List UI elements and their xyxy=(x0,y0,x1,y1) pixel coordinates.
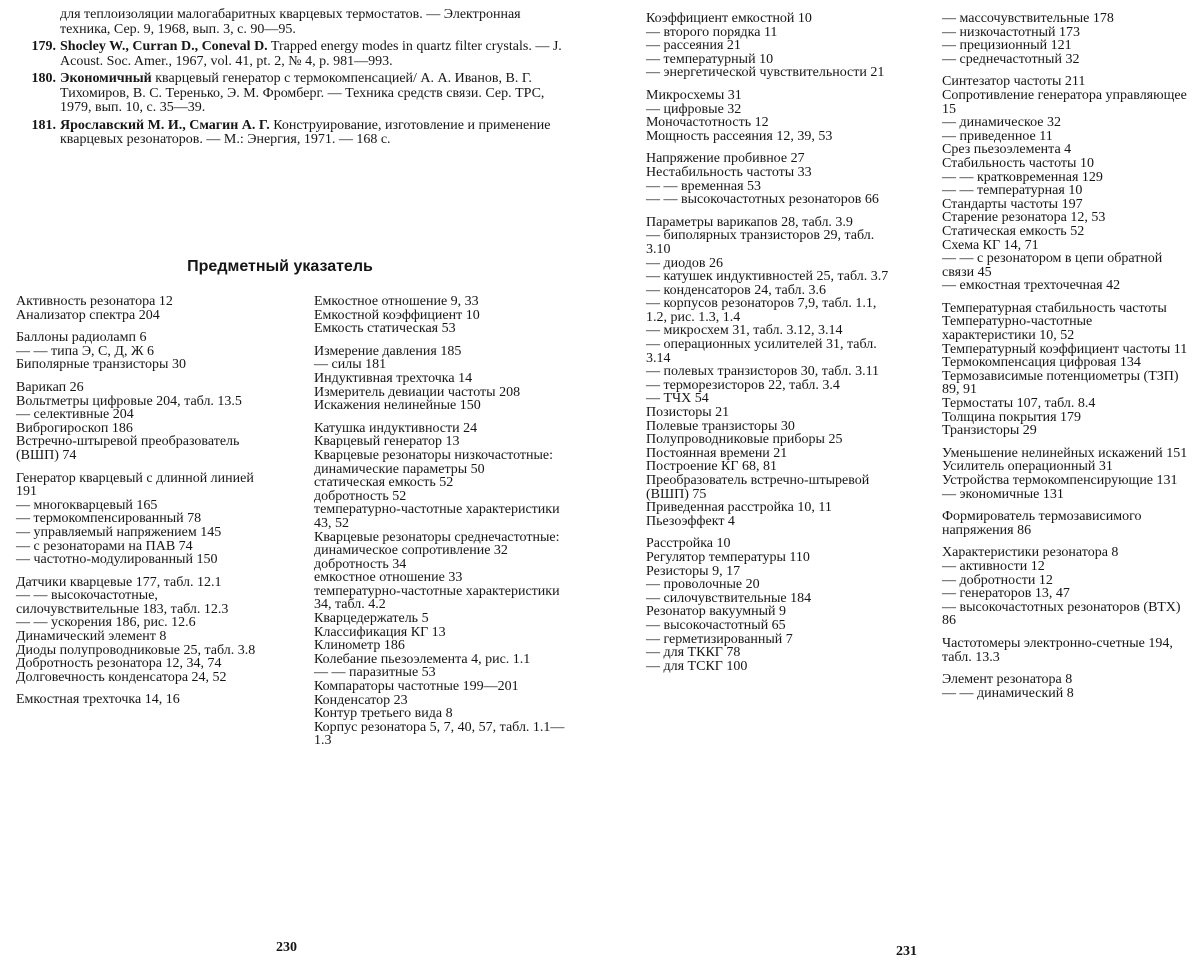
index-entry: Стандарты частоты 197 xyxy=(942,196,1083,212)
index-entry: Термостаты 107, табл. 8.4 xyxy=(942,396,1096,412)
index-entry: Транзисторы 29 xyxy=(942,423,1037,439)
index-entry: статическая емкость 52 xyxy=(314,475,454,491)
index-entry: Компараторы частотные 199—201 xyxy=(314,679,519,695)
index-entry: Элемент резонатора 8 xyxy=(942,672,1073,688)
index-entry: Напряжение пробивное 27 xyxy=(646,151,805,167)
index-entry: Встречно-штыревой преобразователь (ВШП) 74 xyxy=(16,434,240,463)
index-entry: Параметры варикапов 28, табл. 3.9 xyxy=(646,214,853,230)
reference-list xyxy=(14,8,574,151)
index-entry: — для ТККГ 78 xyxy=(646,645,741,661)
index-entry: Контур третьего вида 8 xyxy=(314,706,453,722)
index-entry: — второго порядка 11 xyxy=(646,24,778,40)
index-entry: Полевые транзисторы 30 xyxy=(646,418,795,434)
right-page xyxy=(600,0,1200,964)
index-entry: — биполярных транзисторов 29, табл. 3.10 xyxy=(646,228,875,257)
index-entry: Микросхемы 31 xyxy=(646,87,742,103)
index-entry: — активности 12 xyxy=(942,558,1045,574)
index-entry: Регулятор температуры 110 xyxy=(646,549,810,565)
index-entry: динамическое сопротивление 32 xyxy=(314,543,508,559)
page-number: 230 xyxy=(276,940,297,955)
index-entry: Долговечность конденсатора 24, 52 xyxy=(16,669,227,685)
reference-text: кварцевый генератор с термокомпенсацией/ А. А. Иванов, В. Г. Тихомиров, В. С. Теренько, Э. М. Фромберг. — Техника средств связи. Сер. ТРС, 1979, вып. 10, с. 35—39. xyxy=(60,71,545,115)
index-entry: Преобразователь встречно-штыревой (ВШП) 75 xyxy=(646,473,870,502)
index-entry: Срез пьезоэлемента 4 xyxy=(942,142,1072,158)
index-entry: — — ускорения 186, рис. 12.6 xyxy=(16,615,196,631)
reference-author: Ярославский М. И., Смагин А. Г. xyxy=(60,117,270,133)
index-entry: — микросхем 31, табл. 3.12, 3.14 xyxy=(646,323,843,339)
index-entry: Температурно-частотные характеристики 10, 52 xyxy=(942,314,1093,344)
index-entry: — рассеяния 21 xyxy=(646,38,741,54)
index-entry: — проволочные 20 xyxy=(646,577,760,593)
index-entry: — с резонаторами на ПАВ 74 xyxy=(16,538,193,554)
index-entry: — корпусов резонаторов 7,9, табл. 1.1, 1.2, рис. 1.3, 1.4 xyxy=(646,296,877,325)
index-entry: Вольтметры цифровые 204, табл. 13.5 xyxy=(16,393,242,409)
index-entry: Полупроводниковые приборы 25 xyxy=(646,432,843,448)
index-entry: Формирователь термозависимого напряжения 86 xyxy=(942,509,1142,538)
index-entry: Виброгироскоп 186 xyxy=(16,420,133,436)
index-entry: — конденсаторов 24, табл. 3.6 xyxy=(646,282,826,298)
index-entry: Измерение давления 185 xyxy=(314,343,462,359)
index-entry: — экономичные 131 xyxy=(942,486,1064,502)
index-entry: — термокомпенсированный 78 xyxy=(16,511,202,527)
index-entry: Колебание пьезоэлемента 4, рис. 1.1 xyxy=(314,651,531,667)
reference-item xyxy=(14,72,574,116)
index-entry: Старение резонатора 12, 53 xyxy=(942,210,1106,226)
index-entry: Стабильность частоты 10 xyxy=(942,155,1094,171)
index-entry: Термозависимые потенциометры (ТЗП) 89, 91 xyxy=(942,368,1179,398)
index-entry: — цифровые 32 xyxy=(646,101,742,117)
index-column-4 xyxy=(942,12,1188,700)
index-entry: динамические параметры 50 xyxy=(314,461,485,477)
index-entry: Кварцевые резонаторы среднечастотные: xyxy=(314,529,560,545)
index-entry: Генератор кварцевый с длинной линией 191 xyxy=(16,470,254,500)
index-entry: Усилитель операционный 31 xyxy=(942,459,1113,475)
index-column-1 xyxy=(16,295,278,707)
index-entry: Пьезоэффект 4 xyxy=(646,513,735,529)
index-entry: Температурный коэффициент частоты 11 xyxy=(942,341,1188,357)
reference-text: Конструирование, изготовление и применение кварцевых резонаторов. — М.: Энергия, 1971. — 168 с. xyxy=(60,117,551,147)
index-entry: Схема КГ 14, 71 xyxy=(942,237,1039,253)
index-entry: — управляемый напряжением 145 xyxy=(16,524,222,540)
index-entry: Конденсатор 23 xyxy=(314,692,408,708)
index-entry: Индуктивная трехточка 14 xyxy=(314,370,473,386)
index-entry: — — временная 53 xyxy=(646,178,762,194)
index-entry: — — высокочастотные, силочувствительные 183, табл. 12.3 xyxy=(16,588,229,617)
reference-number: 179. xyxy=(31,39,56,54)
index-entry: Сопротивление генератора управляющее 15 xyxy=(942,87,1187,117)
index-entry: — энергетической чувствительности 21 xyxy=(646,65,885,81)
index-entry: Толщина покрытия 179 xyxy=(942,409,1082,425)
reference-item xyxy=(14,40,574,69)
reference-number: 180. xyxy=(31,71,56,86)
reference-text: Trapped energy modes in quartz filter crystals. — J. Acoust. Soc. Amer., 1967, vol. 41, pt. 2, № 4, p. 981—993. xyxy=(60,39,562,69)
index-entry: Варикап 26 xyxy=(16,379,84,395)
index-entry: Термокомпенсация цифровая 134 xyxy=(942,355,1141,371)
index-entry: Устройства термокомпенсирующие 131 xyxy=(942,473,1178,488)
index-entry: Температурная стабильность частоты xyxy=(942,300,1167,316)
index-entry: — динамическое 32 xyxy=(942,115,1061,131)
index-entry: — — высокочастотных резонаторов 66 xyxy=(646,192,879,208)
index-entry: — частотно-модулированный 150 xyxy=(16,552,218,568)
index-entry: емкостное отношение 33 xyxy=(314,570,463,586)
index-entry: — ТЧХ 54 xyxy=(646,391,709,407)
index-entry: — селективные 204 xyxy=(16,407,134,423)
index-entry: Построение КГ 68, 81 xyxy=(646,459,777,475)
index-entry: Добротность резонатора 12, 34, 74 xyxy=(16,656,222,672)
reference-item xyxy=(14,119,574,148)
reference-text: для теплоизоляции малогабаритных кварцевых термостатов. — Электронная техника, Сер. 9, 1968, вып. 3, с. 90—95. xyxy=(60,7,521,37)
index-entry: Анализатор спектра 204 xyxy=(16,307,160,323)
index-entry: — приведенное 11 xyxy=(942,128,1053,144)
index-entry: — терморезисторов 22, табл. 3.4 xyxy=(646,377,840,393)
index-entry: — прецизионный 121 xyxy=(942,38,1072,54)
index-entry: Датчики кварцевые 177, табл. 12.1 xyxy=(16,574,222,590)
page-number: 231 xyxy=(896,944,917,959)
index-entry: Статическая емкость 52 xyxy=(942,223,1085,239)
index-entry: Расстройка 10 xyxy=(646,536,731,552)
index-entry: Классификация КГ 13 xyxy=(314,624,446,640)
index-entry: Искажения нелинейные 150 xyxy=(314,398,481,414)
index-entry: Мощность рассеяния 12, 39, 53 xyxy=(646,128,833,144)
index-entry: добротность 34 xyxy=(314,556,407,572)
index-entry: Измеритель девиации частоты 208 xyxy=(314,384,521,400)
index-entry: — катушек индуктивностей 25, табл. 3.7 xyxy=(646,269,889,285)
index-entry: — высокочастотный 65 xyxy=(646,617,786,633)
index-entry: — — с резонатором в цепи обратной связи 45 xyxy=(942,251,1163,280)
index-entry: Емкость статическая 53 xyxy=(314,321,456,337)
index-title: Предметный указатель xyxy=(187,258,373,275)
index-entry: Динамический элемент 8 xyxy=(16,629,167,645)
index-entry: — силочувствительные 184 xyxy=(646,590,812,606)
index-entry: Уменьшение нелинейных искажений 151 xyxy=(942,445,1188,461)
index-entry: — температурный 10 xyxy=(646,51,774,67)
index-entry: — — типа Э, С, Д, Ж 6 xyxy=(16,343,154,359)
index-entry: — генераторов 13, 47 xyxy=(942,586,1070,602)
index-entry: — емкостная трехточечная 42 xyxy=(942,278,1121,294)
index-entry: температурно-частотные характеристики 34, табл. 4.2 xyxy=(314,583,560,613)
index-entry: Катушка индуктивности 24 xyxy=(314,420,478,436)
index-entry: Резисторы 9, 17 xyxy=(646,563,741,579)
index-entry: Кварцедержатель 5 xyxy=(314,611,429,627)
index-entry: Клинометр 186 xyxy=(314,638,405,654)
index-entry: Биполярные транзисторы 30 xyxy=(16,357,186,373)
reference-author: Shocley W., Curran D., Coneval D. xyxy=(60,39,268,54)
index-entry: Емкостной коэффициент 10 xyxy=(314,307,480,323)
index-entry: Резонатор вакуумный 9 xyxy=(646,604,787,620)
index-entry: Характеристики резонатора 8 xyxy=(942,545,1119,561)
index-column-3 xyxy=(646,12,894,673)
reference-item xyxy=(14,8,574,37)
index-entry: Моночастотность 12 xyxy=(646,115,769,131)
index-entry: Частотомеры электронно-счетные 194, табл. 13.3 xyxy=(942,635,1173,665)
index-entry: Позисторы 21 xyxy=(646,405,730,421)
index-entry: — добротности 12 xyxy=(942,572,1053,588)
index-entry: — силы 181 xyxy=(314,357,387,373)
index-entry: Диоды полупроводниковые 25, табл. 3.8 xyxy=(16,642,256,658)
index-entry: Постоянная времени 21 xyxy=(646,445,788,461)
index-entry: — для ТСКГ 100 xyxy=(646,658,748,674)
index-entry: — — температурная 10 xyxy=(942,183,1083,199)
index-entry: — диодов 26 xyxy=(646,255,723,271)
index-entry: — — паразитные 53 xyxy=(314,665,436,681)
index-entry: — высокочастотных резонаторов (ВТХ) 86 xyxy=(942,599,1181,629)
index-entry: Емкостная трехточка 14, 16 xyxy=(16,692,180,708)
index-entry: — — кратковременная 129 xyxy=(942,169,1103,185)
index-entry: — многокварцевый 165 xyxy=(16,497,158,513)
index-entry: Активность резонатора 12 xyxy=(16,294,173,309)
index-entry: — низкочастотный 173 xyxy=(942,24,1080,40)
reference-number: 181. xyxy=(31,117,56,133)
index-entry: — среднечастотный 32 xyxy=(942,51,1080,67)
index-entry: Коэффициент емкостной 10 xyxy=(646,11,812,26)
index-entry: — массочувствительные 178 xyxy=(942,11,1114,26)
index-entry: Синтезатор частоты 211 xyxy=(942,74,1086,90)
index-entry: Кварцевый генератор 13 xyxy=(314,434,460,450)
index-entry: Приведенная расстройка 10, 11 xyxy=(646,500,832,516)
index-entry: Баллоны радиоламп 6 xyxy=(16,330,147,346)
index-entry: — — динамический 8 xyxy=(942,685,1074,701)
reference-author: Экономичный xyxy=(60,71,152,86)
index-entry: Нестабильность частоты 33 xyxy=(646,164,812,180)
index-entry: — герметизированный 7 xyxy=(646,631,793,647)
index-column-2 xyxy=(314,295,576,748)
index-entry: Корпус резонатора 5, 7, 40, 57, табл. 1.1—1.3 xyxy=(314,719,565,749)
index-entry: — полевых транзисторов 30, табл. 3.11 xyxy=(646,364,880,380)
index-entry: температурно-частотные характеристики 43, 52 xyxy=(314,502,560,531)
index-entry: — операционных усилителей 31, табл. 3.14 xyxy=(646,337,877,366)
index-entry: добротность 52 xyxy=(314,488,407,504)
index-entry: Емкостное отношение 9, 33 xyxy=(314,294,479,309)
index-entry: Кварцевые резонаторы низкочастотные: xyxy=(314,447,554,463)
